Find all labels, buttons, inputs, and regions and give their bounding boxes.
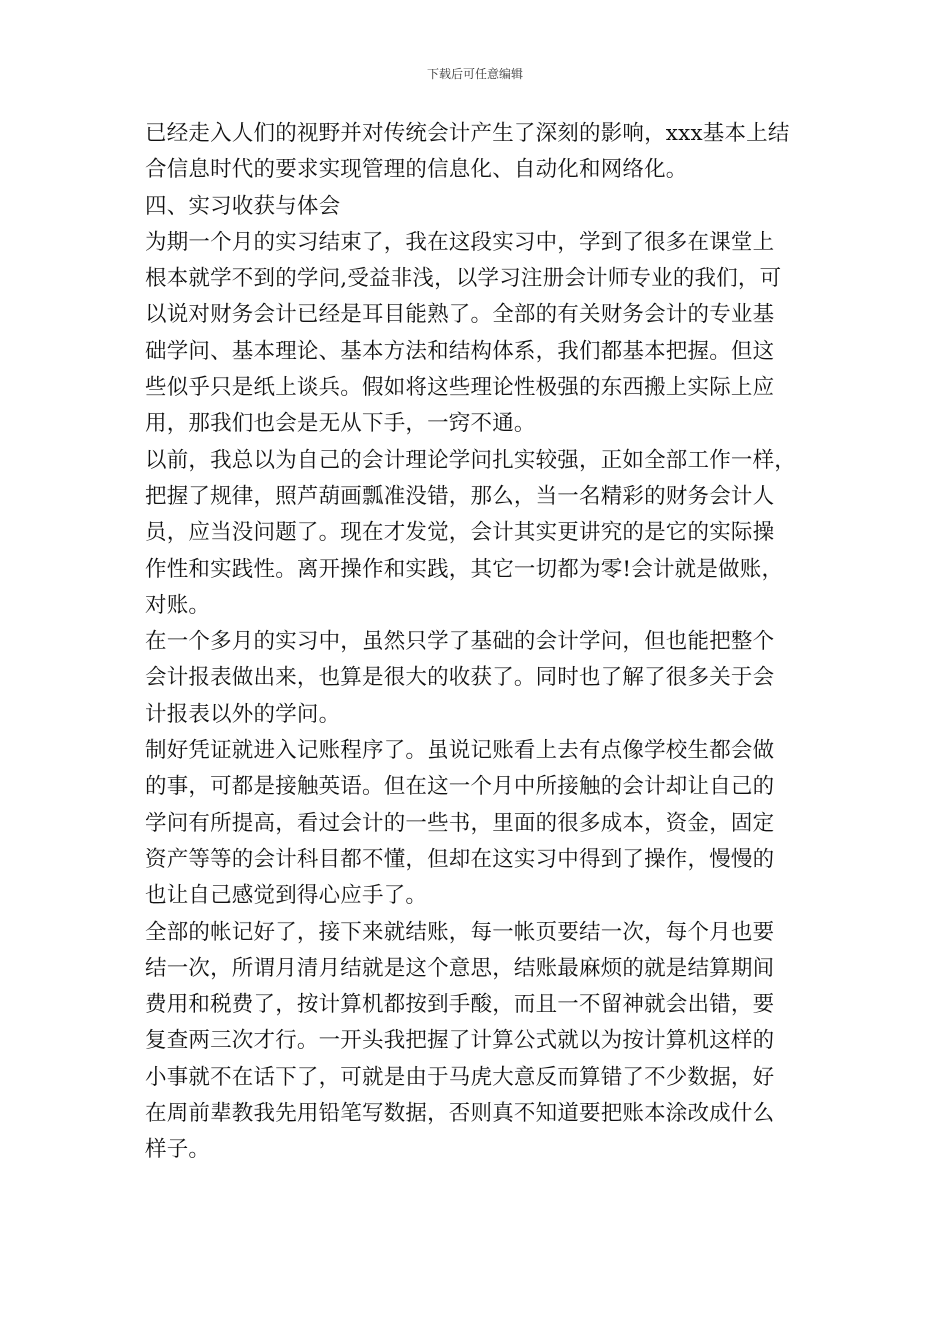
page-header-note: 下载后可任意编辑 — [426, 67, 523, 81]
text-line: 作性和实践性。离开操作和实践，其它一切都为零!会计就是做账， — [145, 556, 784, 582]
text-line: 会计报表做出来，也算是很大的收获了。同时也了解了很多关于会 — [145, 665, 775, 691]
text-line: 些似乎只是纸上谈兵。假如将这些理论性极强的东西搬上实际上应 — [145, 375, 775, 401]
text-line: 为期一个月的实习结束了，我在这段实习中，学到了很多在课堂上 — [145, 229, 775, 255]
text-line: 资产等等的会计科目都不懂，但却在这实习中得到了操作，慢慢的 — [145, 846, 775, 872]
text-line: 计报表以外的学问。 — [145, 701, 341, 727]
text-line: 已经走入人们的视野并对传统会计产生了深刻的影响，xxx基本上结 — [145, 121, 790, 146]
text-line: 的事，可都是接触英语。但在这一个月中所接触的会计却让自己的 — [145, 774, 775, 800]
text-line: 费用和税费了，按计算机都按到手酸，而且一不留神就会出错，要 — [145, 992, 775, 1018]
text-line: 在一个多月的实习中，虽然只学了基础的会计学问，但也能把整个 — [145, 629, 775, 655]
text-line: 样子。 — [145, 1137, 211, 1163]
text-line: 复查两三次才行。一开头我把握了计算公式就以为按计算机这样的 — [145, 1028, 775, 1054]
text-line: 用，那我们也会是无从下手，一窍不通。 — [145, 411, 536, 437]
text-line: 以前，我总以为自己的会计理论学问扎实较强，正如全部工作一样， — [145, 447, 797, 473]
text-line: 制好凭证就进入记账程序了。虽说记账看上去有点像学校生都会做 — [145, 738, 775, 764]
text-line: 根本就学不到的学问,受益非浅，以学习注册会计师专业的我们，可 — [145, 266, 782, 292]
text-line: 员，应当没问题了。现在才发觉，会计其实更讲究的是它的实际操 — [145, 520, 775, 546]
text-line: 把握了规律，照芦葫画瓢准没错，那么，当一名精彩的财务会计人 — [145, 483, 775, 509]
text-line: 在周前辈教我先用铅笔写数据，否则真不知道要把账本涂改成什么 — [145, 1101, 775, 1127]
document-body — [145, 116, 810, 1169]
text-line: 合信息时代的要求实现管理的信息化、自动化和网络化。 — [145, 157, 688, 183]
text-line: 小事就不在话下了，可就是由于马虎大意反而算错了不少数据，好 — [145, 1064, 775, 1090]
text-line: 以说对财务会计已经是耳目能熟了。全部的有关财务会计的专业基 — [145, 302, 775, 328]
text-line: 全部的帐记好了，接下来就结账，每一帐页要结一次，每个月也要 — [145, 919, 775, 945]
text-line: 也让自己感觉到得心应手了。 — [145, 883, 428, 909]
section-heading: 四、实习收获与体会 — [145, 193, 341, 219]
text-line: 础学问、基本理论、基本方法和结构体系，我们都基本把握。但这 — [145, 338, 775, 364]
text-line: 结一次，所谓月清月结就是这个意思，结账最麻烦的就是结算期间 — [145, 955, 775, 981]
text-line: 学问有所提高，看过会计的一些书，里面的很多成本，资金，固定 — [145, 810, 775, 836]
text-line: 对账。 — [145, 592, 211, 618]
